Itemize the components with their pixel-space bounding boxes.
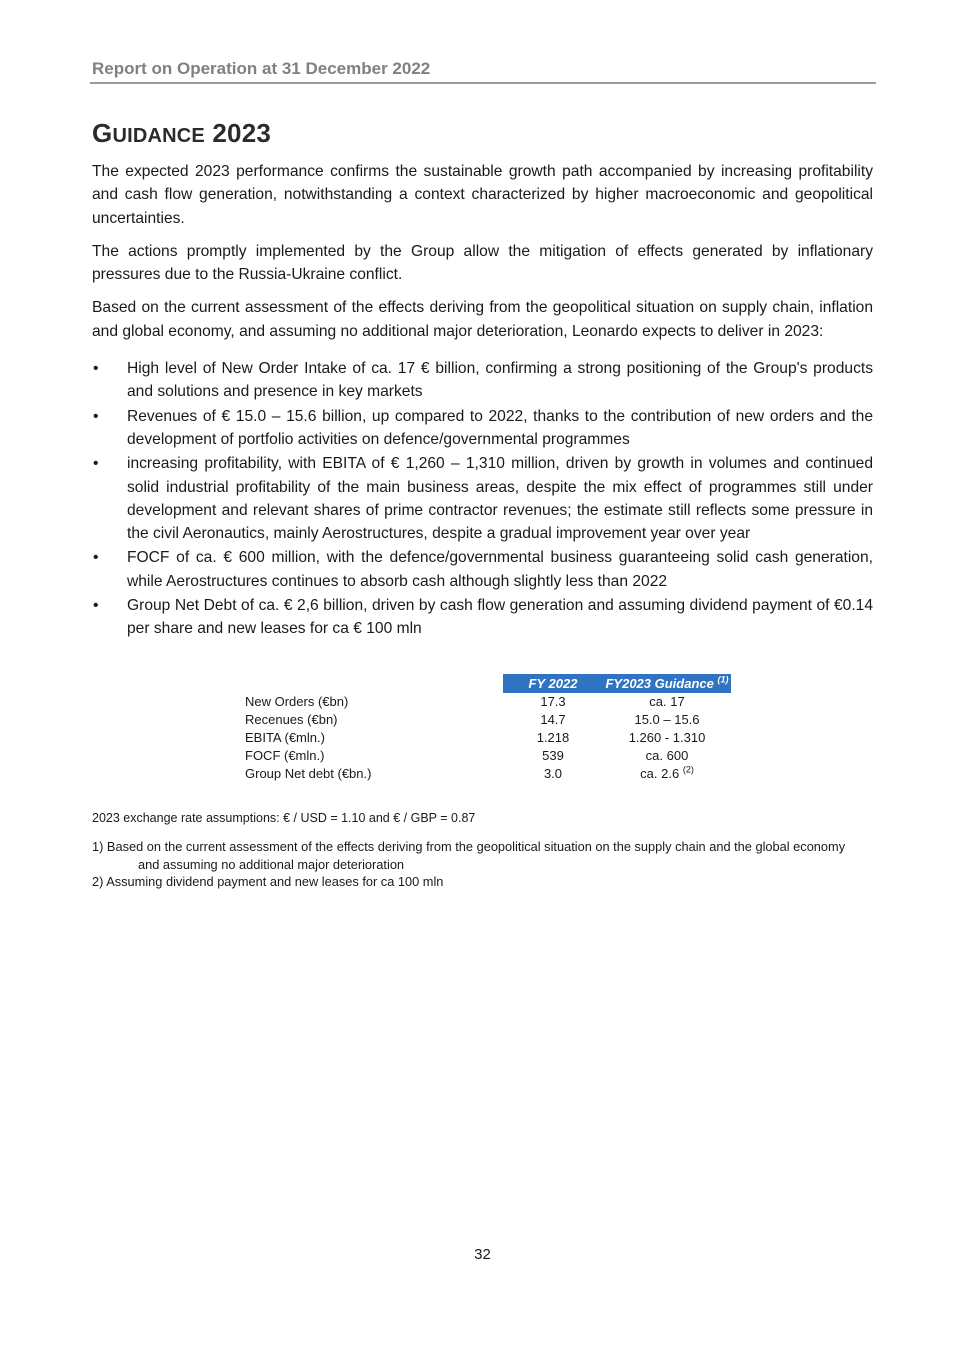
footnotes — [92, 838, 882, 891]
table-row — [240, 729, 731, 747]
table-header-blank — [240, 674, 503, 693]
footnote-2: 2) Assuming dividend payment and new leases for ca 100 mln — [92, 874, 444, 889]
cell-fy2023-value: ca. 600 — [645, 748, 689, 763]
bullet-icon: • — [93, 407, 99, 425]
cell-fy2023 — [603, 711, 731, 729]
table-row — [240, 693, 731, 711]
bullet-icon: • — [93, 455, 99, 473]
guidance-bullet-list — [92, 357, 873, 641]
header-fy2023-text: FY2023 Guidance — [605, 675, 714, 691]
header-fy2023-guidance — [603, 674, 731, 693]
bullet-text: High level of New Order Intake of ca. 17 € billion, confirming a strong positioning of the Group's products and solutions and presence in key markets — [127, 360, 873, 401]
footnote-1-continuation: and assuming no additional major deterioration — [138, 856, 405, 872]
paragraph: Based on the current assessment of the effects deriving from the geopolitical situation on supply chain, inflation and global economy, and assuming no additional major deterioration, Leonardo expects to deliver in 2023: — [92, 299, 873, 340]
cell-fy2022: 1.218 — [536, 730, 570, 745]
cell-fy2022: 14.7 — [540, 712, 566, 727]
title-small-caps: UIDANCE — [112, 125, 205, 147]
bullet-icon: • — [93, 360, 99, 378]
running-header: Report on Operation at 31 December 2022 — [92, 59, 431, 78]
bullet-item — [92, 546, 873, 593]
paragraph: The actions promptly implemented by the Group allow the mitigation of effects generated by inflationary pressures due to the Russia-Ukraine conflict. — [92, 242, 873, 284]
page-number: 32 — [474, 1246, 491, 1263]
bullet-text: Revenues of € 15.0 – 15.6 billion, up compared to 2022, thanks to the contribution of new orders and the development of portfolio activities on defence/governmental programmes — [127, 407, 873, 448]
bullet-item — [92, 357, 873, 404]
row-label: FOCF (€mln.) — [245, 748, 325, 763]
cell-fy2023-value: ca. 17 — [649, 694, 685, 709]
header-fy2022: FY 2022 — [503, 674, 603, 693]
table-header-row — [240, 674, 731, 693]
bullet-text: increasing profitability, with EBITA of € 1,260 – 1,310 million, driven by growth in volumes and continued solid industrial profitability of the main business areas, despite the mix effect of programmes still under development and relevant shares of prime contractor revenues; the estimate still reflects some pressure in the civil Aeronautics, mainly Aerostructures, despite a gradual improvement year over year — [127, 455, 873, 543]
bullet-item — [92, 594, 873, 641]
bullet-item — [92, 452, 873, 545]
bullet-icon: • — [93, 549, 99, 567]
cell-fy2022: 17.3 — [540, 694, 566, 709]
cell-fy2022: 539 — [542, 748, 564, 763]
cell-fy2023-value: 1.260 - 1.310 — [628, 730, 706, 745]
body-text — [92, 160, 873, 642]
row-label: Group Net debt (€bn.) — [245, 766, 372, 781]
cell-fy2023 — [603, 693, 731, 711]
cell-fy2023 — [603, 765, 731, 783]
bullet-icon: • — [93, 597, 99, 615]
header-divider — [90, 82, 876, 84]
table-row — [240, 711, 731, 729]
title-first-letter: G — [92, 118, 113, 148]
guidance-table — [240, 674, 731, 783]
bullet-text: Group Net Debt of ca. € 2,6 billion, driven by cash flow generation and assuming dividend payment of €0.14 per share and new leases for ca € 100 mln — [127, 597, 873, 638]
section-title — [92, 118, 271, 149]
cell-fy2022: 3.0 — [543, 766, 563, 781]
row-label: Recenues (€bn) — [245, 712, 338, 727]
cell-fy2023-value: 15.0 – 15.6 — [634, 712, 700, 727]
bullet-text: FOCF of ca. € 600 million, with the defence/governmental business guaranteeing solid cash generation, while Aerostructures continues to absorb cash although slightly less than 2022 — [127, 549, 873, 590]
exchange-rate-assumptions: 2023 exchange rate assumptions: € / USD = 1.10 and € / GBP = 0.87 — [92, 811, 476, 825]
paragraph: The expected 2023 performance confirms the sustainable growth path accompanied by increasing profitability and cash flow generation, notwithstanding a context characterized by higher macroeconomic and geopolitical uncertainties. — [92, 163, 873, 227]
cell-fy2023-value: ca. 2.6 — [640, 766, 680, 781]
title-year: 2023 — [212, 118, 272, 148]
table-row — [240, 765, 731, 783]
row-label: New Orders (€bn) — [245, 694, 349, 709]
cell-fy2023 — [603, 747, 731, 765]
bullet-item — [92, 405, 873, 452]
table-row — [240, 747, 731, 765]
footnote-marker: (2) — [682, 764, 694, 775]
row-label: EBITA (€mln.) — [245, 730, 325, 745]
cell-fy2023 — [603, 729, 731, 747]
footnote-1: 1) Based on the current assessment of the effects deriving from the geopolitical situation on the supply chain and the global economy — [92, 839, 846, 854]
footnote-marker: (1) — [717, 674, 729, 685]
